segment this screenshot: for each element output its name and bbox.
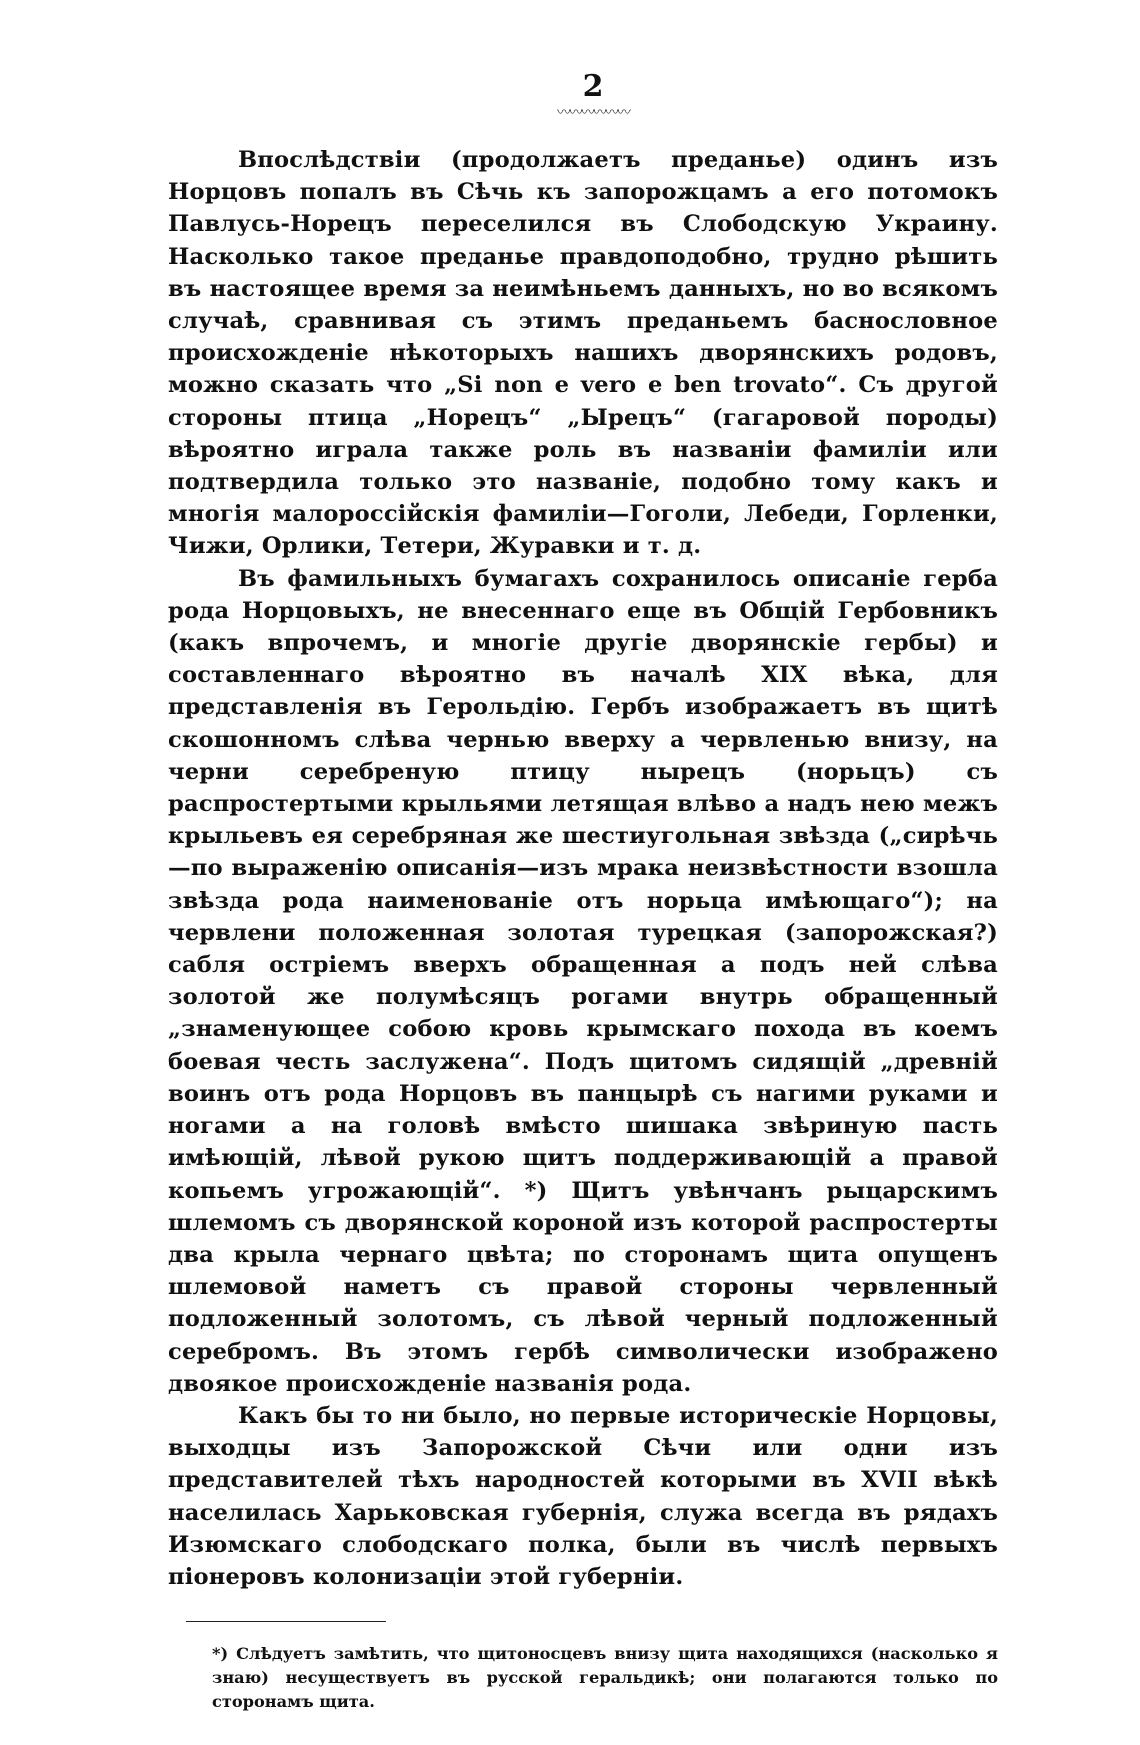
paragraph-first-nortsovs: Какъ бы то ни было, но первые историческіе Норцовы, выходцы изъ Запорожской Сѣчи или одни изъ представителей тѣхъ народностей которыми въ XVII вѣкѣ населилась Харьковская губернія, служа всегда въ рядахъ Изюмскаго слободскаго полка, были въ числѣ первыхъ піонеровъ колонизаціи этой губерніи. — [168, 1402, 998, 1590]
paragraph-legend: Впослѣдствіи (продолжаетъ преданье) одинъ изъ Норцовъ попалъ въ Сѣчь къ запорожцамъ а его потомокъ Павлусь-Норецъ переселился въ Слободскую Украину. Насколько такое преданье правдоподобно, трудно рѣшить въ настоящее время за неимѣньемъ данныхъ, но во всякомъ случаѣ, сравнивая съ этимъ преданьемъ баснословное происхожденіе нѣкоторыхъ нашихъ дворянскихъ родовъ, можно сказать что „Si non e vero e ben trovato“. Съ другой стороны птица „Норецъ“ „Ырецъ“ (гагаровой породы) вѣроятно играла также роль въ названіи фамиліи или подтвердила только это названіе, подобно тому какъ и многія малороссійскія фамиліи—Гоголи, Лебеди, Горленки, Чижи, Орлики, Тетери, Журавки и т. д. — [168, 147, 998, 560]
footnote-divider — [186, 1621, 386, 1622]
book-page — [168, 70, 998, 1714]
paragraph-coat-of-arms: Въ фамильныхъ бумагахъ сохранилось описаніе герба рода Норцовыхъ, не внесеннаго еще въ Общій Гербовникъ (какъ впрочемъ, и многіе другіе дворянскіе гербы) и составленнаго вѣроятно въ началѣ XIX вѣка, для представленія въ Герольдію. Гербъ изображаетъ въ щитѣ скошонномъ слѣва чернью вверху а червленью внизу, на черни серебреную птицу нырецъ (норьцъ) съ распростертыми крыльями летящая влѣво а надъ нею межъ крыльевъ ея серебряная же шестиугольная звѣзда („сирѣчь—по выраженію описанія—изъ мрака неизвѣстности взошла звѣзда рода наименованіе отъ норьца имѣющаго“); на червлени положенная золотая турецкая (запорожская?) сабля остріемъ вверхъ обращенная а подъ ней слѣва золотой же полумѣсяцъ рогами внутрь обращенный „знаменующее собою кровь крымскаго похода въ коемъ боевая честь заслужена“. Подъ щитомъ сидящій „древній воинъ отъ рода Норцовъ въ панцырѣ съ нагими руками и ногами а на головѣ вмѣсто шишака звѣриную пасть имѣющій, лѣвой рукою щитъ поддерживающій а правой копьемъ угрожающій“. *) Щитъ увѣнчанъ рыцарскимъ шлемомъ съ дворянской короной изъ которой распростерты два крыла чернаго цвѣта; по сторонамъ щита опущенъ шлемовой наметъ съ правой стороны червленный подложенный золотомъ, съ лѣвой черный подложенный серебромъ. Въ этомъ гербѣ символически изображено двоякое происхожденіе названія рода. — [168, 565, 998, 1397]
page-number: 2 — [582, 69, 604, 104]
wavy-ornament-icon: 〰〰〰〰〰〰 — [557, 105, 629, 121]
footnote: *) Слѣдуетъ замѣтить, что щитоносцевъ внизу щита находящихся (насколько я знаю) несуществуетъ въ русской геральдикѣ; они полагаются только по сторонамъ щита. — [212, 1644, 998, 1712]
